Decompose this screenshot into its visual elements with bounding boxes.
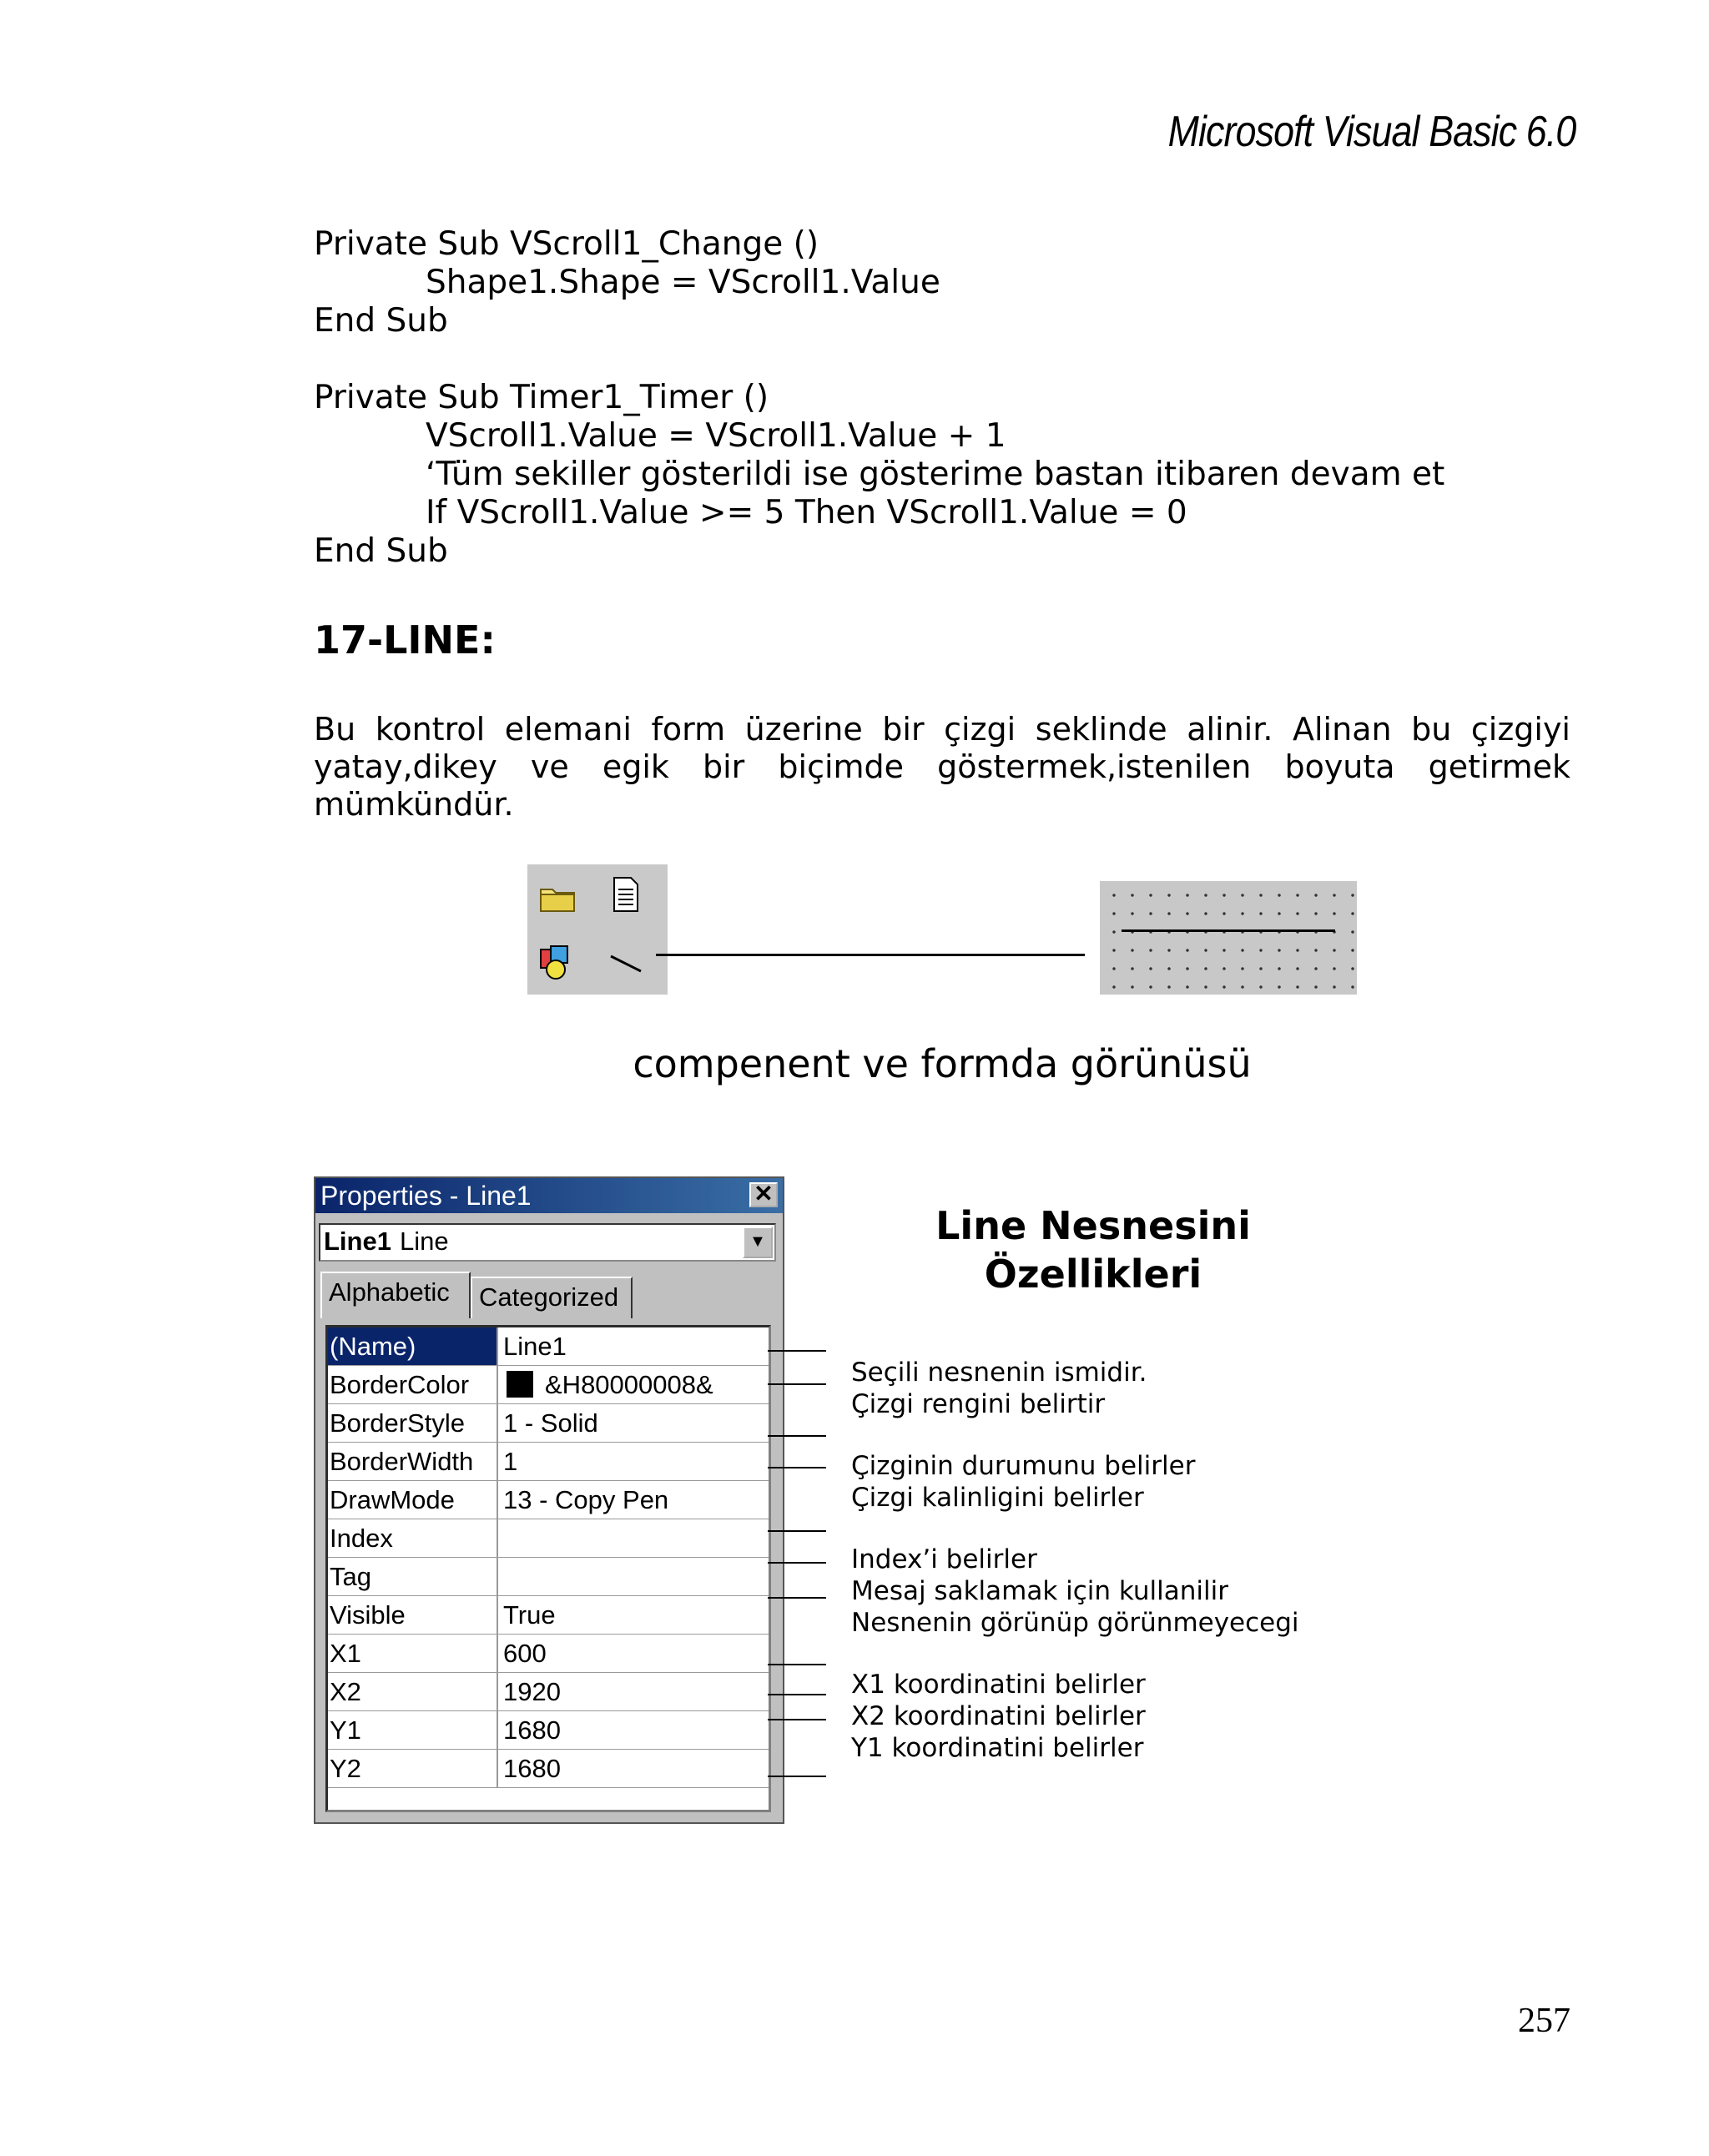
page-header-title: Microsoft Visual Basic 6.0: [1167, 108, 1575, 156]
pointer-line: [768, 1383, 826, 1385]
figure-caption: compenent ve formda görünüsü: [633, 1041, 1252, 1086]
property-row[interactable]: [328, 1750, 769, 1788]
close-button[interactable]: ✕: [749, 1182, 778, 1207]
pointer-line: [768, 1467, 826, 1468]
property-row[interactable]: [328, 1519, 769, 1558]
property-row[interactable]: [328, 1443, 769, 1481]
code-block: [314, 225, 1444, 571]
line-icon: [606, 946, 646, 986]
code-line: Shape1.Shape = VScroll1.Value: [426, 264, 940, 301]
pointer-line: [768, 1597, 826, 1599]
property-name: Index: [328, 1519, 498, 1557]
annotation-text: Nesnenin görünüp görünmeyecegi: [851, 1608, 1299, 1638]
property-row[interactable]: [328, 1711, 769, 1750]
property-name: BorderColor: [328, 1366, 498, 1403]
code-line: If VScroll1.Value >= 5 Then VScroll1.Value = 0: [426, 494, 1187, 531]
property-value[interactable]: [503, 1519, 767, 1557]
page-number: 257: [1518, 2002, 1570, 2040]
paragraph-line: mümkündür.: [314, 786, 514, 823]
property-value[interactable]: 1680: [503, 1715, 561, 1745]
property-name: BorderWidth: [328, 1443, 498, 1480]
code-line-comment: ‘Tüm sekiller gösterildi ise gösterime bastan itibaren devam et: [426, 456, 1445, 493]
property-row[interactable]: [328, 1327, 769, 1366]
property-name: Visible: [328, 1596, 498, 1634]
property-row[interactable]: [328, 1673, 769, 1711]
property-name: Tag: [328, 1558, 498, 1595]
annotation-text: Seçili nesnenin ismidir.: [851, 1358, 1147, 1388]
annotation-text: Mesaj saklamak için kullanilir: [851, 1576, 1229, 1606]
property-value[interactable]: 13 - Copy Pen: [503, 1485, 669, 1514]
code-line-blank: [314, 340, 1444, 379]
pointer-line: [768, 1694, 826, 1695]
pointer-line: [768, 1350, 826, 1352]
paragraph-line: yatay,dikey ve egik bir biçimde göstermek,istenilen boyuta getirmek: [314, 748, 1570, 785]
property-value[interactable]: 600: [503, 1639, 547, 1668]
annotation-title-line: Line Nesnesini: [935, 1203, 1251, 1248]
object-name: Line1: [324, 1227, 391, 1256]
property-row[interactable]: [328, 1635, 769, 1673]
pointer-line: [768, 1664, 826, 1665]
property-name: X2: [328, 1673, 498, 1710]
property-row[interactable]: [328, 1558, 769, 1596]
property-value[interactable]: 1920: [503, 1677, 561, 1706]
code-line: End Sub: [314, 532, 448, 570]
folder-icon: [537, 878, 577, 918]
line-control-example: [656, 954, 1085, 956]
annotation-title-line: Özellikleri: [984, 1252, 1202, 1297]
property-row[interactable]: [328, 1481, 769, 1519]
tab-alphabetic[interactable]: Alphabetic: [320, 1272, 471, 1318]
property-name: X1: [328, 1635, 498, 1672]
form-preview-grid: [1100, 881, 1357, 995]
color-swatch: [507, 1371, 533, 1398]
property-value: &H80000008&: [545, 1370, 713, 1399]
form-line-example: [1122, 929, 1335, 932]
pointer-line: [768, 1776, 826, 1777]
properties-title: Properties - Line1: [320, 1181, 532, 1211]
property-value[interactable]: Line1: [503, 1332, 567, 1361]
toolbox-panel: [527, 864, 668, 995]
pointer-line: [768, 1562, 826, 1564]
document-icon: [606, 874, 646, 914]
property-value-color[interactable]: [503, 1366, 767, 1403]
annotation-text: X1 koordinatini belirler: [851, 1670, 1146, 1700]
paragraph-line: Bu kontrol elemani form üzerine bir çizgi seklinde alinir. Alinan bu çizgiyi: [314, 711, 1570, 748]
pointer-line: [768, 1530, 826, 1532]
properties-titlebar: [315, 1178, 783, 1213]
body-paragraph: [314, 711, 1570, 824]
pointer-line: [768, 1719, 826, 1720]
property-name: BorderStyle: [328, 1404, 498, 1442]
pointer-line: [768, 1435, 826, 1437]
property-row[interactable]: [328, 1596, 769, 1635]
property-name: Y2: [328, 1750, 498, 1787]
code-line: Private Sub VScroll1_Change (): [314, 225, 819, 263]
property-row[interactable]: [328, 1404, 769, 1443]
code-line: End Sub: [314, 302, 448, 340]
property-name: (Name): [328, 1327, 498, 1365]
section-title: 17-LINE:: [314, 617, 496, 662]
object-selector[interactable]: [319, 1223, 776, 1262]
property-value[interactable]: True: [503, 1600, 556, 1630]
annotation-text: Çizgi rengini belirtir: [851, 1389, 1106, 1419]
property-row[interactable]: [328, 1366, 769, 1404]
shape-icon: [537, 943, 577, 983]
object-type: Line: [399, 1227, 449, 1256]
annotation-text: X2 koordinatini belirler: [851, 1701, 1146, 1731]
properties-window: [314, 1176, 784, 1824]
code-line: Private Sub Timer1_Timer (): [314, 379, 769, 416]
property-name: Y1: [328, 1711, 498, 1749]
code-line: VScroll1.Value = VScroll1.Value + 1: [426, 417, 1006, 455]
property-value[interactable]: 1: [503, 1447, 518, 1476]
annotation-text: Index’i belirler: [851, 1544, 1037, 1574]
chevron-down-icon[interactable]: ▼: [743, 1227, 773, 1258]
property-grid: [325, 1325, 771, 1812]
annotation-text: Çizgi kalinligini belirler: [851, 1483, 1144, 1513]
annotation-text: Y1 koordinatini belirler: [851, 1733, 1144, 1763]
annotation-title: [885, 1201, 1302, 1298]
property-value[interactable]: 1680: [503, 1754, 561, 1783]
tab-categorized[interactable]: Categorized: [471, 1277, 633, 1318]
annotation-text: Çizginin durumunu belirler: [851, 1451, 1196, 1481]
property-value[interactable]: [503, 1558, 767, 1595]
property-name: DrawMode: [328, 1481, 498, 1519]
property-value[interactable]: 1 - Solid: [503, 1408, 598, 1438]
